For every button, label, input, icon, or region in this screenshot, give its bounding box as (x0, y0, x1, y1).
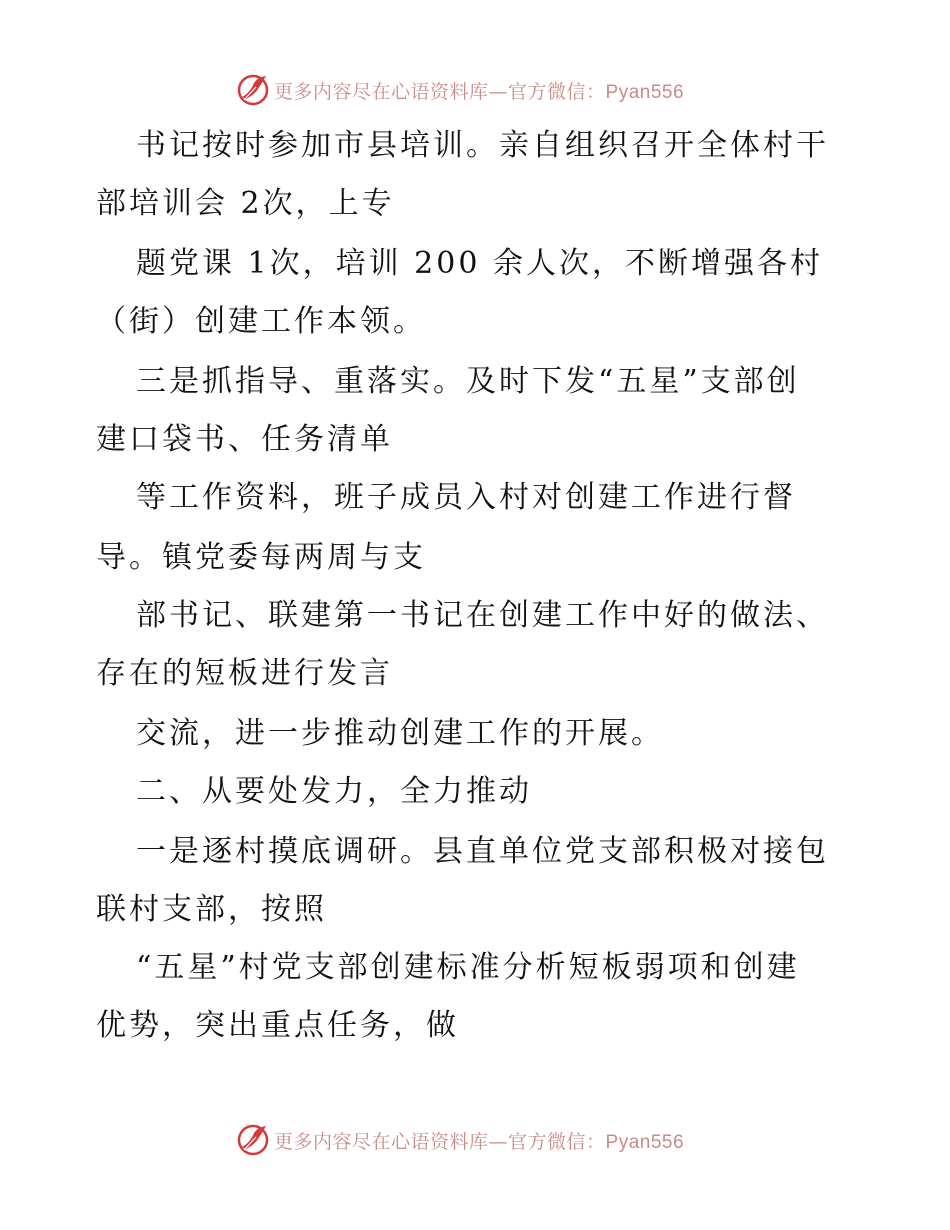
body-line: 三是抓指导、重落实。及时下发“五星”支部创 (136, 364, 800, 399)
footer-banner (0, 1120, 950, 1160)
header-banner-text: 更多内容尽在心语资料库—官方微信：Pyan556 (274, 80, 685, 103)
body-line: 部书记、联建第一书记在创建工作中好的做法、 (136, 598, 829, 633)
body-line: 建口袋书、任务清单 (96, 422, 393, 457)
footer-banner-text: 更多内容尽在心语资料库—官方微信：Pyan556 (274, 1130, 685, 1153)
body-line: 题党课 1次，培训 200 余人次，不断增强各村 (136, 246, 823, 281)
body-line: 书记按时参加市县培训。亲自组织召开全体村干 (136, 128, 829, 163)
body-line: 联村支部，按照 (96, 892, 327, 927)
footer-wechat-id: Pyan556 (605, 1131, 685, 1153)
header-banner (0, 70, 950, 110)
body-line: 交流，进一步推动创建工作的开展。 (136, 716, 664, 751)
body-line: 存在的短板进行发言 (96, 656, 393, 691)
body-line: 导。镇党委每两周与支 (96, 540, 426, 575)
quill-logo-icon (236, 73, 270, 107)
body-line: 部培训会 2次，上专 (96, 186, 395, 221)
header-wechat-id: Pyan556 (605, 81, 685, 103)
body-line: 优势，突出重点任务，做 (96, 1008, 459, 1043)
section-heading: 二、从要处发力，全力推动 (136, 774, 532, 809)
body-line: 等工作资料，班子成员入村对创建工作进行督 (136, 480, 796, 515)
quill-logo-icon (236, 1123, 270, 1157)
body-line: “五星”村党支部创建标准分析短板弱项和创建 (136, 950, 800, 985)
body-line: 一是逐村摸底调研。县直单位党支部积极对接包 (136, 834, 829, 869)
body-line: （街）创建工作本领。 (96, 304, 426, 339)
